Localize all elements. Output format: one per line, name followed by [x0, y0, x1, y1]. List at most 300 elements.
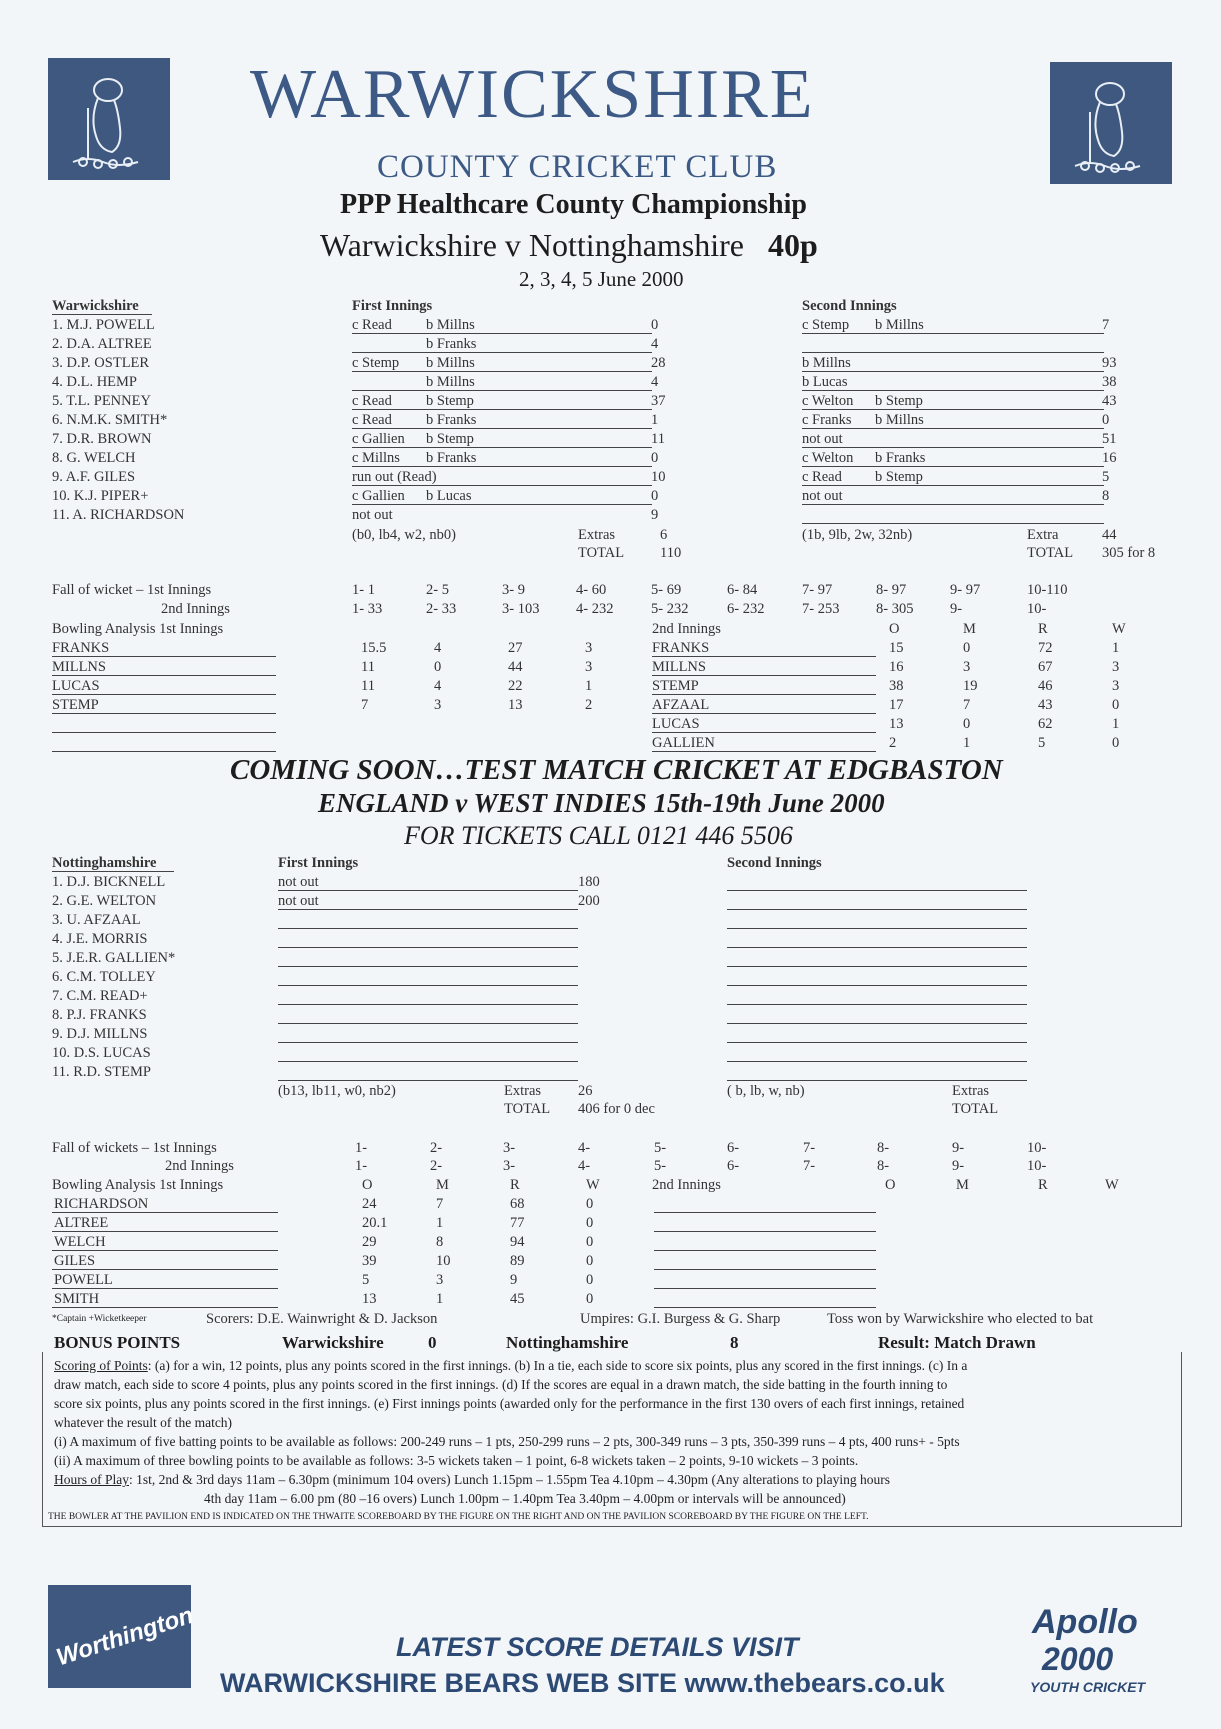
bowler-m: 3 [434, 697, 442, 713]
bowler-r: 89 [510, 1253, 525, 1269]
rule-line [652, 656, 876, 657]
bowler-r: 46 [1038, 678, 1053, 694]
innings-1-total-label: TOTAL [578, 545, 625, 561]
innings-1-runs: 0 [651, 317, 659, 333]
hours-text-1: : 1st, 2nd & 3rd days 11am – 6.30pm (minimum 104 overs) Lunch 1.15pm – 1.55pm Tea 4.10pm – 4.30pm (Any alterations to playing hours [129, 1472, 890, 1487]
bowler-o: 13 [362, 1291, 377, 1307]
innings-1-runs: 1 [651, 412, 659, 428]
innings-1-runs: 4 [651, 336, 659, 352]
bowling-col-header: M [956, 1177, 969, 1193]
bowler-o: 16 [889, 659, 904, 675]
bowling-col-header: M [436, 1177, 449, 1193]
bowler-o: 15 [889, 640, 904, 656]
promo-line-2: ENGLAND v WEST INDIES 15th-19th June 2000 [318, 788, 885, 818]
rule-line [52, 1307, 278, 1308]
rule-line [652, 713, 876, 714]
batsman-name: 10. D.S. LUCAS [52, 1045, 151, 1061]
batsman-name: 7. C.M. READ+ [52, 988, 148, 1004]
bowler-name: ALTREE [54, 1215, 109, 1231]
fow-1-entry: 9- [952, 1140, 965, 1156]
batsman-name: 1. M.J. POWELL [52, 317, 155, 333]
bowler-m: 0 [434, 659, 442, 675]
bowler-m: 1 [436, 1291, 444, 1307]
second-innings-label: Second Innings [802, 298, 897, 314]
first-innings-label: First Innings [278, 855, 359, 871]
innings-1-runs: 11 [651, 431, 665, 447]
bowler-o: 11 [361, 678, 375, 694]
bowler-name: MILLNS [652, 659, 706, 675]
innings-2-runs: 16 [1102, 450, 1117, 466]
bowling-col-header: W [1105, 1177, 1119, 1193]
bear-and-ragged-staff-icon [48, 58, 170, 180]
rule-line [727, 890, 1027, 891]
apollo-youth-cricket: YOUTH CRICKET [1030, 1679, 1146, 1695]
fow-2-entry: 2- 33 [426, 601, 457, 617]
promo-line-1: COMING SOON…TEST MATCH CRICKET AT EDGBASTON [230, 754, 1003, 786]
rule-line [802, 409, 1104, 410]
innings-1-bowler: b Millns [426, 317, 475, 333]
fow-1-entry: 5- [654, 1140, 667, 1156]
bowler-w: 0 [586, 1253, 594, 1269]
hours-of-play-1 [54, 1470, 890, 1489]
rule-line [52, 1212, 278, 1213]
innings-1-extras-label: Extras [578, 527, 616, 543]
batsman-name: 6. C.M. TOLLEY [52, 969, 156, 985]
rule-line [278, 1061, 578, 1062]
innings-1-dismissal: c Stemp [352, 355, 400, 371]
rule-line [352, 428, 652, 429]
bear-logo-right [1050, 62, 1172, 184]
innings-1-runs: 28 [651, 355, 666, 371]
bowler-w: 1 [1112, 716, 1120, 732]
bowler-m: 4 [434, 678, 442, 694]
bowler-w: 1 [585, 678, 593, 694]
bowler-r: 43 [1038, 697, 1053, 713]
match-dates: 2, 3, 4, 5 June 2000 [519, 267, 684, 291]
innings-1-total: 406 for 0 dec [578, 1101, 655, 1117]
fow-1-entry: 7- 97 [802, 582, 833, 598]
innings-1-extras-label: Extras [504, 1083, 542, 1099]
apollo-logo: Apollo [1032, 1603, 1138, 1641]
innings-1-extras-detail: (b13, lb11, w0, nb2) [278, 1083, 396, 1099]
rule-line [654, 1288, 876, 1289]
worthington-logo [48, 1585, 197, 1688]
bowler-w: 3 [1112, 659, 1120, 675]
bear-and-ragged-staff-icon [1050, 62, 1172, 184]
batsman-name: 7. D.R. BROWN [52, 431, 152, 447]
innings-2-runs: 7 [1102, 317, 1110, 333]
rule-line [352, 466, 652, 467]
bowler-m: 19 [963, 678, 978, 694]
bowling-col-header: O [885, 1177, 896, 1193]
match-result: Result: Match Drawn [878, 1333, 1036, 1352]
fow-2-entry: 4- 232 [576, 601, 614, 617]
fow-2-entry: 7- [803, 1158, 816, 1174]
bowler-m: 0 [963, 716, 971, 732]
bowler-w: 3 [585, 640, 593, 656]
fow-2-entry: 6- 232 [727, 601, 765, 617]
innings-1-runs: 0 [651, 450, 659, 466]
bonus-team-1: Warwickshire [282, 1333, 384, 1352]
innings-2-bowler: b Franks [875, 450, 926, 466]
innings-2-bowler: b Stemp [875, 393, 923, 409]
innings-2-extras-label: Extra [1027, 527, 1059, 543]
bowler-w: 0 [586, 1272, 594, 1288]
rule-line [352, 352, 652, 353]
bowler-name: RICHARDSON [54, 1196, 149, 1212]
bonus-team-1-points: 0 [428, 1333, 437, 1352]
scoring-title: Scoring of Points [54, 1358, 148, 1373]
rule-line [352, 371, 652, 372]
innings-1-extras-detail: (b0, lb4, w2, nb0) [352, 527, 456, 543]
fow-1-entry: 6- [727, 1140, 740, 1156]
rule-line [802, 466, 1104, 467]
team-label: Warwickshire [52, 298, 139, 314]
bowler-name: FRANKS [652, 640, 710, 656]
bowling-analysis-label: Bowling Analysis 1st Innings [52, 621, 224, 637]
bowler-name: GILES [54, 1253, 96, 1269]
fow-1-entry: 3- 9 [502, 582, 525, 598]
hours-title: Hours of Play [54, 1472, 129, 1487]
rule-line [278, 1023, 578, 1024]
innings-1-bowler: b Franks [426, 450, 477, 466]
batsman-name: 2. D.A. ALTREE [52, 336, 152, 352]
innings-1-runs: 37 [651, 393, 666, 409]
fow-2-entry: 5- [654, 1158, 667, 1174]
club-title: WARWICKSHIRE [250, 56, 815, 133]
batsman-name: 8. G. WELCH [52, 450, 136, 466]
innings-2-total-label: TOTAL [952, 1101, 999, 1117]
fow-2-entry: 3- 103 [502, 601, 540, 617]
rule-line [652, 675, 876, 676]
fow-2-entry: 8- 305 [876, 601, 914, 617]
rule-line [802, 390, 1104, 391]
fow-2-entry: 10- [1027, 601, 1047, 617]
innings-2-bowler: b Stemp [875, 469, 923, 485]
rule-line [652, 751, 876, 752]
rule-line [52, 675, 276, 676]
rule-line [278, 985, 578, 986]
rule-line [652, 732, 876, 733]
innings-2-runs: 43 [1102, 393, 1117, 409]
fow-2-entry: 9- [952, 1158, 965, 1174]
bowler-m: 1 [436, 1215, 444, 1231]
fow-2-entry: 4- [578, 1158, 591, 1174]
bear-logo-left [48, 58, 170, 180]
bowler-o: 29 [362, 1234, 377, 1250]
innings-2-total-label: TOTAL [1027, 545, 1074, 561]
batsman-name: 8. P.J. FRANKS [52, 1007, 147, 1023]
innings-1-dismissal: c Read [352, 412, 392, 428]
worthington-text: Worthington [53, 1601, 197, 1672]
scoring-rules-line-4: whatever the result of the match) [54, 1415, 233, 1430]
bowler-name: GALLIEN [652, 735, 715, 751]
bonus-team-2-points: 8 [730, 1333, 739, 1352]
footer-line-2: WARWICKSHIRE BEARS WEB SITE www.thebears.co.uk [220, 1668, 945, 1698]
bowling-analysis-label: Bowling Analysis 1st Innings [52, 1177, 224, 1193]
bowler-w: 0 [1112, 735, 1120, 751]
bowler-r: 44 [508, 659, 523, 675]
rule-line [52, 1250, 278, 1251]
rule-line [52, 1231, 278, 1232]
innings-1-bowler: b Millns [426, 374, 475, 390]
innings-2-runs: 8 [1102, 488, 1110, 504]
fow-2-entry: 6- [727, 1158, 740, 1174]
bowler-o: 17 [889, 697, 904, 713]
toss: Toss won by Warwickshire who elected to bat [827, 1311, 1094, 1327]
bowler-name: WELCH [54, 1234, 106, 1250]
innings-1-dismissal: run out (Read) [352, 469, 437, 485]
fow-1-entry: 7- [803, 1140, 816, 1156]
bowler-o: 39 [362, 1253, 377, 1269]
footer-line-1: LATEST SCORE DETAILS VISIT [396, 1632, 799, 1662]
team-label-underline [52, 314, 152, 315]
innings-2-extras-detail: ( b, lb, w, nb) [727, 1083, 805, 1099]
innings-2-dismissal: c Welton [802, 450, 854, 466]
fow-1-entry: 2- 5 [426, 582, 449, 598]
rule-line [727, 966, 1027, 967]
bowler-name: LUCAS [52, 678, 100, 694]
batting-points-rule: (i) A maximum of five batting points to be available as follows: 200-249 runs – 1 pts, 250-299 runs – 2 pts, 300-349 runs – 3 pts, 350-399 runs – 4 pts, 400 runs+ - 5pts [54, 1434, 960, 1449]
bowler-w: 0 [586, 1234, 594, 1250]
rule-line [654, 1269, 876, 1270]
bowler-o: 38 [889, 678, 904, 694]
bowler-w: 0 [586, 1291, 594, 1307]
bowler-m: 3 [963, 659, 971, 675]
innings-1-runs: 9 [651, 507, 659, 523]
rule-line [352, 409, 652, 410]
scoring-rules-line-2: draw match, each side to score 4 points, plus any points scored in the first innings. (d) If the scores are equal in a drawn match, the side batting in the fourth inning to [54, 1377, 948, 1392]
bowler-o: 7 [361, 697, 369, 713]
innings-2-dismissal: c Welton [802, 393, 854, 409]
fow-1-entry: 8- [877, 1140, 890, 1156]
innings-2-dismissal: not out [802, 488, 843, 504]
batsman-name: 3. D.P. OSTLER [52, 355, 150, 371]
rule-line [352, 333, 652, 334]
team-label-underline [52, 871, 174, 872]
bowler-name: LUCAS [652, 716, 700, 732]
batsman-name: 6. N.M.K. SMITH* [52, 412, 168, 428]
innings-1-extras: 6 [660, 527, 668, 543]
batsman-name: 10. K.J. PIPER+ [52, 488, 149, 504]
fow-1-entry: 10- [1027, 1140, 1047, 1156]
batsman-name: 4. D.L. HEMP [52, 374, 137, 390]
innings-1-bowler: b Stemp [426, 431, 474, 447]
innings-1-runs: 10 [651, 469, 666, 485]
batsman-name: 9. D.J. MILLNS [52, 1026, 148, 1042]
second-innings-label: Second Innings [727, 855, 822, 871]
fow-1-entry: 5- 69 [651, 582, 682, 598]
fow-1-entry: 2- [430, 1140, 443, 1156]
bowler-name: POWELL [54, 1272, 113, 1288]
bowler-m: 7 [436, 1196, 444, 1212]
team-label: Nottinghamshire [52, 855, 157, 871]
bowler-name: FRANKS [52, 640, 110, 656]
rule-line [352, 485, 652, 486]
fow-label-1: Fall of wicket – 1st Innings [52, 582, 212, 598]
innings-2-runs: 38 [1102, 374, 1117, 390]
innings-1-bowler: b Millns [426, 355, 475, 371]
rule-line [352, 504, 652, 505]
innings-2-dismissal: b Millns [802, 355, 851, 371]
innings-1-dismissal: c Gallien [352, 488, 405, 504]
scoring-text: : (a) for a win, 12 points, plus any points scored in the first innings. (b) In a tie, each side to score six points, plus any scored in the first innings. (c) In a [147, 1358, 968, 1373]
fow-2-entry: 7- 253 [802, 601, 840, 617]
bowler-name: AFZAAL [652, 697, 710, 713]
fow-2-entry: 2- [430, 1158, 443, 1174]
rule-line [52, 656, 276, 657]
fow-1-entry: 4- 60 [576, 582, 607, 598]
bowler-w: 3 [1112, 678, 1120, 694]
rule-line [802, 371, 1104, 372]
rule-line [802, 333, 1104, 334]
bowler-r: 22 [508, 678, 523, 694]
rule-line [802, 504, 1104, 505]
innings-1-total-label: TOTAL [504, 1101, 551, 1117]
fow-2-entry: 3- [503, 1158, 516, 1174]
batsman-name: 2. G.E. WELTON [52, 893, 157, 909]
bowling-col-header: M [963, 621, 976, 637]
scoring-rules-line-1 [54, 1356, 967, 1375]
bowler-m: 8 [436, 1234, 444, 1250]
bowler-o: 5 [362, 1272, 370, 1288]
scoring-rules-line-3: score six points, plus any points scored in the first innings. (e) First innings points (awarded only for the performance in the first 130 overs of each first innings, retained [54, 1396, 965, 1411]
innings-1-dismissal: not out [278, 893, 319, 909]
rule-line [727, 928, 1027, 929]
batsman-name: 11. A. RICHARDSON [52, 507, 185, 523]
innings-1-extras: 26 [578, 1083, 593, 1099]
rule-line [802, 428, 1104, 429]
bowler-m: 4 [434, 640, 442, 656]
bowler-m: 7 [963, 697, 971, 713]
bowler-w: 3 [585, 659, 593, 675]
rule-line [352, 390, 652, 391]
batsman-name: 5. J.E.R. GALLIEN* [52, 950, 176, 966]
rule-line [727, 1080, 1027, 1081]
innings-1-runs: 200 [578, 893, 600, 909]
innings-1-dismissal: c Millns [352, 450, 400, 466]
innings-2-runs: 0 [1102, 412, 1110, 428]
rule-line [727, 1004, 1027, 1005]
bowler-o: 15.5 [361, 640, 387, 656]
bowler-w: 0 [586, 1215, 594, 1231]
pavilion-note: THE BOWLER AT THE PAVILION END IS INDICATED ON THE THWAITE SCOREBOARD BY THE FIGURE ON THE RIGHT AND ON THE PAVILION SCOREBOARD BY THE FIGURE ON THE LEFT. [48, 1512, 869, 1522]
bowler-w: 1 [1112, 640, 1120, 656]
bowling-2nd-innings-label: 2nd Innings [652, 621, 721, 637]
batsman-name: 5. T.L. PENNEY [52, 393, 151, 409]
fow-label-2: 2nd Innings [165, 1158, 234, 1174]
rule-line [52, 732, 276, 733]
bowler-r: 62 [1038, 716, 1053, 732]
fow-2-entry: 9- [950, 601, 963, 617]
innings-2-dismissal: not out [802, 431, 843, 447]
bowler-m: 1 [963, 735, 971, 751]
fow-2-entry: 1- 33 [352, 601, 383, 617]
batsman-name: 4. J.E. MORRIS [52, 931, 148, 947]
bowling-col-header: W [1112, 621, 1126, 637]
innings-2-bowler: b Millns [875, 317, 924, 333]
rule-line [654, 1231, 876, 1232]
innings-2-extras: 44 [1102, 527, 1117, 543]
rule-line [727, 1023, 1027, 1024]
captain-keeper-legend: *Captain +Wicketkeeper [52, 1314, 147, 1324]
rule-line [727, 1042, 1027, 1043]
fow-label-1: Fall of wickets – 1st Innings [52, 1140, 217, 1156]
rule-line [278, 1080, 578, 1081]
apollo-year: 2000 [1042, 1641, 1114, 1677]
bowler-o: 20.1 [362, 1215, 388, 1231]
bowler-m: 3 [436, 1272, 444, 1288]
batsman-name: 3. U. AFZAAL [52, 912, 141, 928]
rule-line [727, 985, 1027, 986]
rule-line [727, 909, 1027, 910]
fow-1-entry: 4- [578, 1140, 591, 1156]
bowler-o: 24 [362, 1196, 377, 1212]
innings-1-bowler: b Franks [426, 412, 477, 428]
price: 40p [767, 227, 818, 263]
rule-line [654, 1250, 876, 1251]
innings-2-extras-detail: (1b, 9lb, 2w, 32nb) [802, 527, 913, 543]
hours-of-play-2: 4th day 11am – 6.00 pm (80 –16 overs) Lunch 1.00pm – 1.40pm Tea 3.40pm – 4.00pm or intervals will be announced) [204, 1491, 846, 1506]
fow-label-2: 2nd Innings [161, 601, 230, 617]
promo-tickets: FOR TICKETS CALL 0121 446 5506 [404, 821, 793, 850]
innings-1-dismissal: c Gallien [352, 431, 405, 447]
innings-2-dismissal: b Lucas [802, 374, 848, 390]
bowler-w: 0 [586, 1196, 594, 1212]
bonus-points-label: BONUS POINTS [54, 1333, 181, 1352]
bowler-r: 72 [1038, 640, 1053, 656]
innings-2-dismissal: c Franks [802, 412, 852, 428]
bowler-o: 13 [889, 716, 904, 732]
rule-line [278, 928, 578, 929]
rule-line [352, 447, 652, 448]
fow-1-entry: 1- 1 [352, 582, 375, 598]
bowler-w: 0 [1112, 697, 1120, 713]
rule-line [652, 694, 876, 695]
fow-1-entry: 3- [503, 1140, 516, 1156]
innings-1-dismissal: c Read [352, 393, 392, 409]
rule-line [654, 1212, 876, 1213]
batsman-name: 11. R.D. STEMP [52, 1064, 151, 1080]
fow-1-entry: 1- [355, 1140, 368, 1156]
bowling-col-header: R [510, 1177, 520, 1193]
innings-2-runs: 93 [1102, 355, 1117, 371]
bowling-col-header: R [1038, 1177, 1048, 1193]
rule-line [52, 694, 276, 695]
competition-title: PPP Healthcare County Championship [340, 189, 807, 220]
innings-1-bowler: b Lucas [426, 488, 472, 504]
innings-1-runs: 180 [578, 874, 600, 890]
innings-2-dismissal: c Read [802, 469, 842, 485]
bowling-2nd-innings-label: 2nd Innings [652, 1177, 721, 1193]
innings-2-runs: 5 [1102, 469, 1110, 485]
bowler-o: 2 [889, 735, 897, 751]
innings-2-runs: 51 [1102, 431, 1117, 447]
rule-line [52, 713, 276, 714]
umpires: Umpires: G.I. Burgess & G. Sharp [580, 1311, 781, 1327]
bowler-r: 5 [1038, 735, 1046, 751]
bowling-points-rule: (ii) A maximum of three bowling points to be available as follows: 3-5 wickets taken – 1 point, 6-8 wickets taken – 2 points, 9-10 wickets – 3 points. [54, 1453, 859, 1468]
rule-line [802, 352, 1104, 353]
rule-line [278, 890, 578, 891]
rule-line [802, 447, 1104, 448]
fow-1-entry: 6- 84 [727, 582, 758, 598]
match-title [320, 228, 818, 262]
match-teams: Warwickshire v Nottinghamshire [320, 227, 744, 263]
rule-line [278, 909, 578, 910]
innings-1-bowler: b Stemp [426, 393, 474, 409]
innings-1-dismissal: c Read [352, 317, 392, 333]
